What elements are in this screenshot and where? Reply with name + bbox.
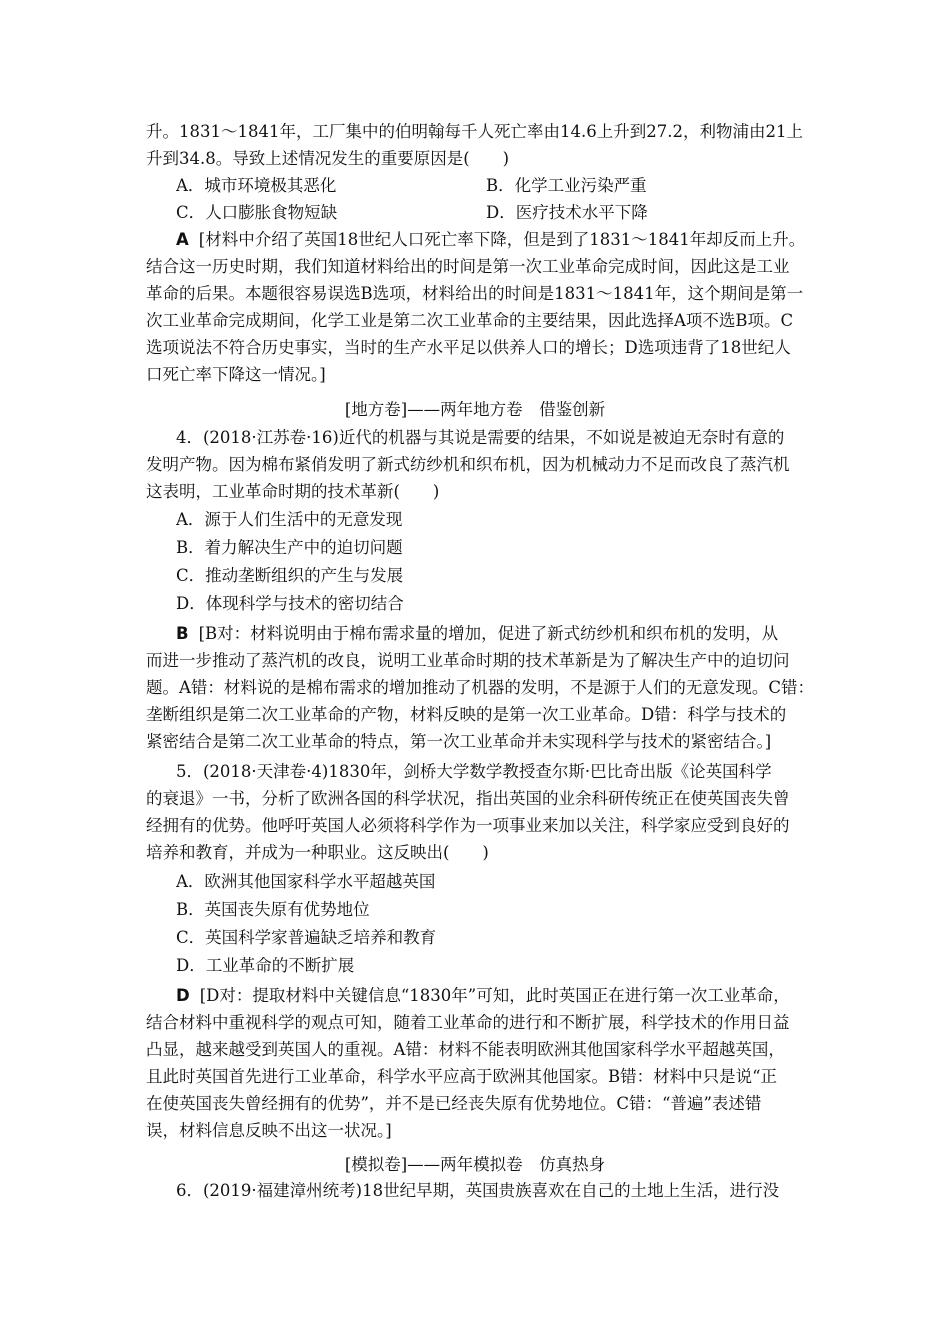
q4-option-a: A．源于人们生活中的无意发现	[176, 510, 403, 529]
q5-explanation-line: D [D对：提取材料中关键信息“1830年”可知，此时英国正在进行第一次工业革命，	[176, 986, 790, 1005]
q3-explanation-line: 选项说法不符合历史事实，当时的生产水平足以供养人口的增长；D选项违背了18世纪人	[146, 338, 791, 357]
q5-option-a: A．欧洲其他国家科学水平超越英国	[176, 872, 436, 891]
q3-stem-line: 升。1831～1841年，工厂集中的伯明翰每千人死亡率由14.6上升到27.2，利物浦由21上	[146, 122, 803, 141]
q3-option-c: C．人口膨胀食物短缺	[176, 203, 338, 222]
q4-explanation-line: 紧密结合是第二次工业革命的特点，第一次工业革命并未实现科学与技术的紧密结合。]	[146, 732, 772, 751]
q5-option-c: C．英国科学家普遍缺乏培养和教育	[176, 928, 437, 947]
section-heading-local: [地方卷]——两年地方卷 借鉴创新	[344, 400, 606, 419]
q3-option-a: A．城市环境极其恶化	[176, 176, 337, 195]
q4-explanation-line: 垄断组织是第二次工业革命的产物，材料反映的是第一次工业革命。D错：科学与技术的	[146, 705, 787, 724]
q5-stem-line: 5．(2018·天津卷·4)1830年，剑桥大学数学教授查尔斯·巴比奇出版《论英国科学	[176, 762, 772, 781]
q5-stem-line: 培养和教育，并成为一种职业。这反映出( )	[146, 843, 489, 862]
q4-explanation-line: 而进一步推动了蒸汽机的改良，说明工业革命时期的技术革新是为了解决生产中的迫切问	[146, 651, 790, 670]
q5-option-d: D．工业革命的不断扩展	[176, 956, 355, 975]
q6-stem-line: 6．(2019·福建漳州统考)18世纪早期，英国贵族喜欢在自己的土地上生活，进行没	[176, 1181, 780, 1200]
q4-stem-line: 发明产物。因为棉布紧俏发明了新式纺纱机和织布机，因为机械动力不足而改良了蒸汽机	[146, 455, 790, 474]
q4-explanation-line: 题。A错：材料说的是棉布需求的增加推动了机器的发明，不是源于人们的无意发现。C错：	[146, 678, 815, 697]
q5-stem-line: 经拥有的优势。他呼吁英国人必须将科学作为一项事业来加以关注，科学家应受到良好的	[146, 816, 790, 835]
q5-option-b: B．英国丧失原有优势地位	[176, 900, 370, 919]
q3-option-b: B．化学工业污染严重	[486, 176, 647, 195]
q3-explanation-line: 口死亡率下降这一情况。]	[146, 365, 326, 384]
q4-explanation-line: B [B对：材料说明由于棉布需求量的增加，促进了新式纺纱机和织布机的发明，从	[176, 624, 779, 643]
q3-explanation-line: 革命的后果。本题很容易误选B选项，材料给出的时间是1831～1841年，这个期间是第一	[146, 284, 804, 303]
q5-explanation-line: 凸显，越来越受到英国人的重视。A错：材料不能表明欧洲其他国家科学水平超越英国，	[146, 1040, 785, 1059]
q5-explanation-line: 结合材料中重视科学的观点可知，随着工业革命的进行和不断扩展，科学技术的作用日益	[146, 1013, 790, 1032]
q5-explanation-line: 误，材料信息反映不出这一状况。]	[146, 1121, 392, 1140]
q4-option-b: B．着力解决生产中的迫切问题	[176, 538, 403, 557]
q5-explanation-line: 且此时英国首先进行工业革命，科学水平应高于欧洲其他国家。B错：材料中只是说“正	[146, 1067, 778, 1086]
q4-answer: B	[176, 624, 189, 643]
q4-stem-line: 这表明，工业革命时期的技术革新( )	[146, 482, 440, 501]
section-heading-mock: [模拟卷]——两年模拟卷 仿真热身	[344, 1155, 606, 1174]
q4-option-c: C．推动垄断组织的产生与发展	[176, 566, 404, 585]
q3-explanation-line: A [材料中介绍了英国18世纪人口死亡率下降，但是到了1831～1841年却反而上升。	[176, 230, 806, 249]
q4-option-d: D．体现科学与技术的密切结合	[176, 594, 404, 613]
q5-stem-line: 的衰退》一书，分析了欧洲各国的科学状况，指出英国的业余科研传统正在使英国丧失曾	[146, 789, 790, 808]
q3-explanation-line: 次工业革命完成期间，化学工业是第二次工业革命的主要结果，因此选择A项不选B项。C	[146, 311, 794, 330]
q3-option-d: D．医疗技术水平下降	[486, 203, 648, 222]
q4-stem-line: 4．(2018·江苏卷·16)近代的机器与其说是需要的结果，不如说是被迫无奈时有意的	[176, 428, 785, 447]
q3-explanation-line: 结合这一历史时期，我们知道材料给出的时间是第一次工业革命完成时间，因此这是工业	[146, 257, 790, 276]
q5-explanation-line: 在使英国丧失曾经拥有的优势”，并不是已经丧失原有优势地位。C错：“普遍”表述错	[146, 1094, 762, 1113]
q3-answer: A	[176, 230, 189, 249]
q3-stem-line: 升到34.8。导致上述情况发生的重要原因是( )	[146, 149, 510, 168]
q5-answer: D	[176, 986, 190, 1005]
